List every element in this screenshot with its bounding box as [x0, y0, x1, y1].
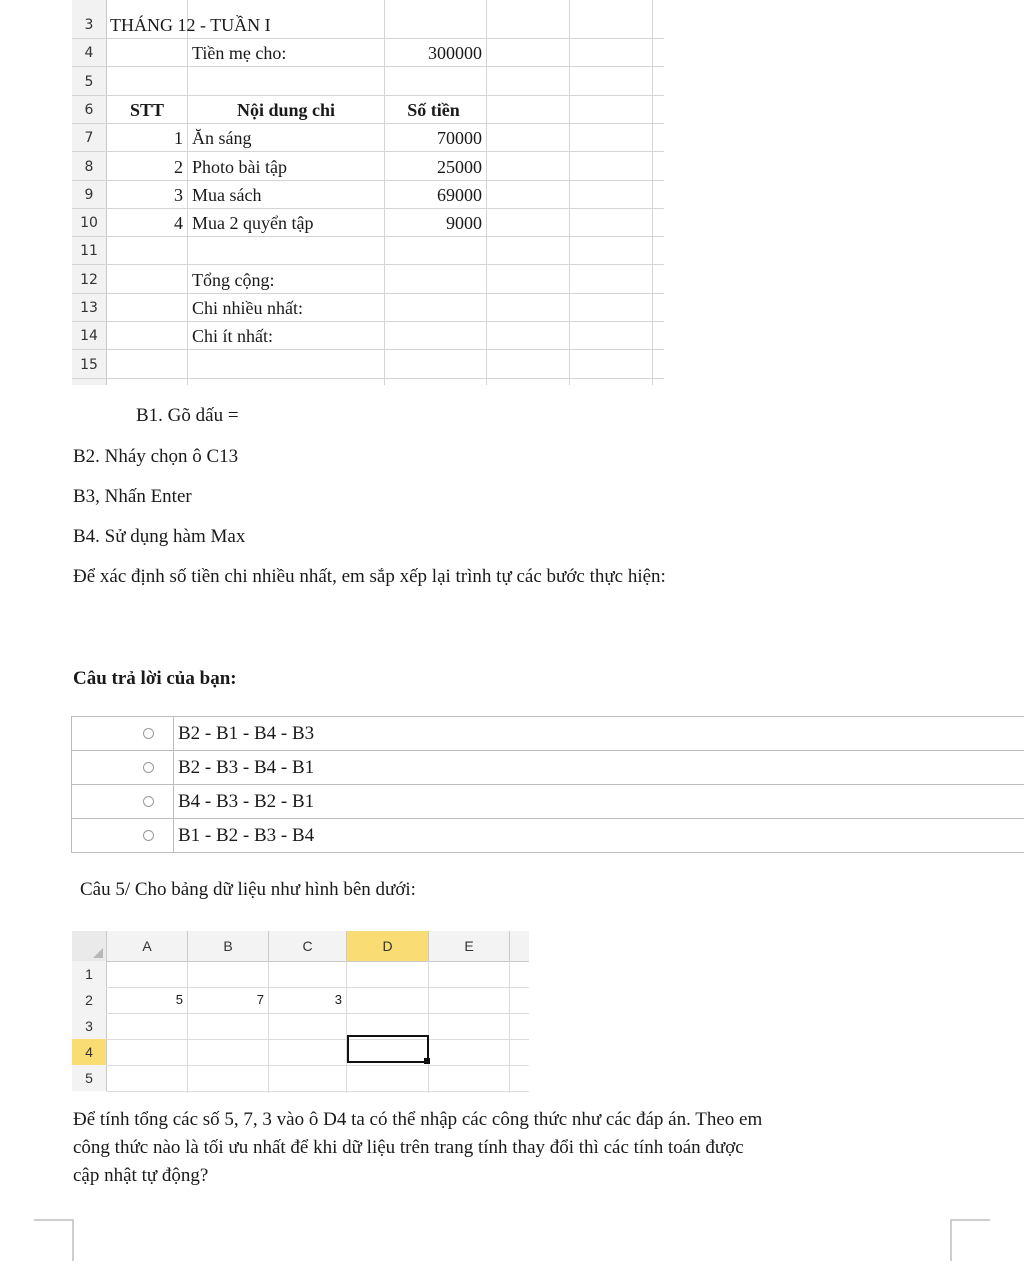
answer-option-label: B4 - B3 - B2 - B1 [178, 791, 315, 812]
answer-option-label: B2 - B3 - B4 - B1 [178, 757, 315, 778]
cell-amount[interactable]: Số tiền [407, 99, 460, 120]
question5-body-line1: Để tính tổng các số 5, 7, 3 vào ô D4 ta có thể nhập các công thức như các đáp án. Theo em [73, 1109, 763, 1130]
row-number[interactable]: 5 [84, 73, 94, 90]
column-header-d[interactable]: D [347, 931, 429, 961]
column-header-bar [72, 931, 529, 962]
cell-amount[interactable] [385, 237, 482, 265]
sheet-row [72, 266, 664, 294]
cell-b2[interactable]: 7 [256, 992, 264, 1007]
cell-stt[interactable] [107, 39, 183, 67]
column-header-b[interactable]: B [188, 931, 269, 961]
cell-amount[interactable]: 300000 [428, 43, 482, 64]
cell-content[interactable]: Tiền mẹ cho: [192, 43, 287, 64]
sheet-row [72, 96, 664, 124]
question5-title: Câu 5/ Cho bảng dữ liệu như hình bên dưới: [80, 879, 416, 900]
radio-button[interactable] [143, 830, 154, 841]
answer-header: Câu trả lời của bạn: [73, 668, 237, 689]
answer-option[interactable] [71, 751, 1024, 785]
fill-handle[interactable] [424, 1058, 430, 1064]
answer-option-label: B2 - B1 - B4 - B3 [178, 723, 315, 744]
cell-content[interactable]: Nội dung chi [236, 99, 336, 120]
cell-amount[interactable] [385, 351, 482, 379]
step-b2: B2. Nháy chọn ô C13 [73, 446, 239, 467]
cell-stt[interactable] [107, 68, 183, 96]
row-number[interactable]: 11 [80, 243, 98, 260]
row-number[interactable]: 4 [84, 45, 94, 62]
answer-option[interactable] [71, 717, 1024, 751]
cell-content[interactable]: Mua 2 quyển tập [192, 213, 314, 234]
question5-body-line3: cập nhật tự động? [73, 1165, 209, 1186]
row-number[interactable]: 6 [84, 101, 94, 118]
step-b1: B1. Gõ dấu = [136, 405, 239, 426]
cell-stt[interactable]: STT [129, 99, 165, 120]
row-header-5[interactable]: 5 [72, 1065, 107, 1091]
row-header-2[interactable]: 2 [72, 987, 107, 1013]
cell-content[interactable]: Chi ít nhất: [192, 326, 273, 347]
sheet-row [72, 68, 664, 96]
row-number[interactable]: 7 [84, 130, 94, 147]
sheet-row [72, 322, 664, 350]
row-number[interactable]: 9 [84, 186, 94, 203]
sheet-row [72, 237, 664, 265]
step-b4: B4. Sử dụng hàm Max [73, 526, 246, 547]
column-header-a[interactable]: A [107, 931, 188, 961]
cell-stt[interactable] [107, 322, 183, 350]
cell-stt[interactable]: 4 [174, 213, 183, 234]
cell-amount[interactable] [385, 294, 482, 322]
question5-body-line2: công thức nào là tối ưu nhất để khi dữ liệu trên trang tính thay đổi thì các tính toán được [73, 1137, 744, 1158]
cell-amount[interactable]: 70000 [437, 128, 482, 149]
cell-amount[interactable] [385, 322, 482, 350]
row-number[interactable]: 3 [84, 17, 94, 33]
cell-stt[interactable] [107, 294, 183, 322]
row-number[interactable]: 13 [80, 300, 98, 316]
select-all-corner[interactable] [72, 931, 107, 961]
cell-stt[interactable] [107, 266, 183, 294]
sheet-row [72, 11, 664, 39]
sheet-row [72, 294, 664, 322]
column-header-c[interactable]: C [269, 931, 347, 961]
row-number[interactable]: 12 [80, 271, 98, 288]
data-spreadsheet [72, 931, 529, 1093]
cell-amount[interactable] [385, 68, 482, 96]
cell-content[interactable]: Photo bài tập [192, 156, 287, 177]
row-header-3[interactable]: 3 [72, 1013, 107, 1039]
sheet-row [72, 209, 664, 237]
row-header-1[interactable]: 1 [72, 961, 107, 987]
answer-options-table [71, 716, 1024, 853]
cell-stt[interactable]: 3 [174, 184, 183, 205]
row-number[interactable]: 15 [80, 356, 98, 373]
radio-button[interactable] [143, 762, 154, 773]
column-header-e[interactable]: E [429, 931, 510, 961]
page-corner-mark-left [30, 1215, 80, 1265]
cell-c2[interactable]: 3 [334, 992, 342, 1007]
cell-content[interactable]: Chi nhiều nhất: [192, 298, 303, 318]
sheet-row [72, 181, 664, 209]
sheet-row [72, 153, 664, 181]
answer-option[interactable] [71, 819, 1024, 853]
radio-button[interactable] [143, 728, 154, 739]
sheet-row [72, 351, 664, 379]
cell-amount[interactable] [385, 11, 482, 39]
answer-option-label: B1 - B2 - B3 - B4 [178, 825, 315, 846]
sheet-row [72, 124, 664, 152]
sheet-row [72, 39, 664, 67]
cell-amount[interactable]: 25000 [437, 156, 482, 177]
cell-stt[interactable]: 2 [174, 156, 183, 177]
cell-amount[interactable]: 9000 [446, 213, 482, 234]
sheet-title[interactable]: THÁNG 12 - TUẦN I [110, 15, 271, 35]
cell-stt[interactable] [107, 351, 183, 379]
row-number[interactable]: 14 [80, 328, 98, 345]
cell-amount[interactable] [385, 266, 482, 294]
radio-button[interactable] [143, 796, 154, 807]
cell-a2[interactable]: 5 [175, 992, 183, 1007]
question-prompt: Để xác định số tiền chi nhiều nhất, em sắp xếp lại trình tự các bước thực hiện: [73, 566, 666, 587]
selected-cell-d4[interactable] [347, 1035, 429, 1063]
row-header-4[interactable]: 4 [72, 1039, 107, 1065]
answer-option[interactable] [71, 785, 1024, 819]
cell-content[interactable]: Ăn sáng [192, 128, 252, 149]
cell-content[interactable]: Mua sách [192, 184, 262, 205]
page-corner-mark-right [946, 1215, 996, 1265]
row-number[interactable]: 8 [84, 158, 94, 175]
cell-stt[interactable] [107, 237, 183, 265]
cell-content[interactable]: Tổng cộng: [192, 269, 275, 290]
cell-stt[interactable]: 1 [174, 128, 183, 149]
row-number[interactable]: 10 [80, 215, 98, 232]
step-b3: B3, Nhấn Enter [73, 486, 192, 507]
cell-amount[interactable]: 69000 [437, 184, 482, 205]
spending-spreadsheet [72, 0, 664, 385]
